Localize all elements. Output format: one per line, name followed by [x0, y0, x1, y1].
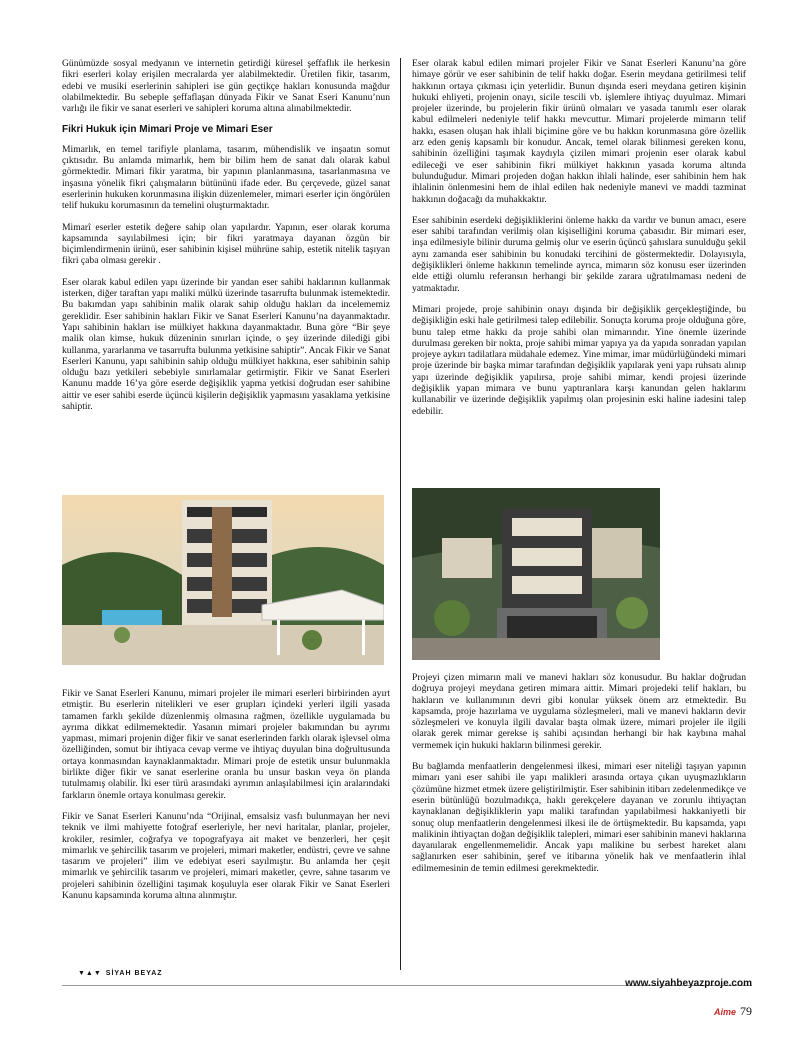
- right-column-lower: [412, 672, 746, 884]
- paragraph: Günümüzde sosyal medyanın ve internetin getirdiği küresel şeffaflık ile herkesin fikri eserleri kolay erişilen mecralarda yer alabilmektedir. Üretilen fikir, tasarım, edebi ve musiki eserlerinin sahipleri ise gün geçtikçe hakları konusunda mağdur olabilmektedir. Bu sebeple şeffaflaşan dünyada Fikir ve Sanat Eseri Kanunu’nun varlığı ile fikir ve sanat eserleri ve sahipleri koruma altına alınabilmektedir.: [62, 58, 390, 115]
- left-column-lower: [62, 688, 390, 911]
- brand-logo: [78, 970, 163, 977]
- paragraph: Fikir ve Sanat Eserleri Kanunu’nda “Orijinal, emsalsiz vasfı bulunmayan her nevi teknik ve ilmi mahiyette fotoğraf eserleriyle, her nevi haritalar, planlar, projeler, krokiler, resimler, coğrafya ve topografyaya ait maket ve benzerleri, her çeşit mimarlık ve şehircilik tasarım ve projeleri, mimari maketler, endüstri, çevre ve sahne tasarım ve projeleri” ilim ve edebiyat eseri sayılmıştır. Bu anlamda her çeşit mimarlık ve şehircilik tasarım ve projeleri, mimari maketler, çevre, sahne tasarım ve projeleri sahibinin özelliğini taşımak koşuluyla eser olarak Fikir ve Sanat Eserleri Kanunu kapsamında koruma altına alınmıştır.: [62, 810, 390, 902]
- paragraph: Mimarlık, en temel tarifiyle planlama, tasarım, mühendislik ve inşaatın somut çıktısıdır. Bu anlamda mimarlık, hem bir bilim hem de sanat dalı olarak kabul görmektedir. Mimari fikir yaratma, bir yapının planlanmasına, tasarlanmasına ve inşasına yönelik fikri çalışmaların bütününü ifade eder. Bu çerçevede, güzel sanat eserlerinin hukuken korunmasına ilişkin düzenlemeler, mimari eserler için öngörülen telif hukuku korumasının da temelini oluşturmaktadır.: [62, 143, 390, 212]
- column-divider: [400, 58, 401, 970]
- building-photo-1: [62, 495, 384, 665]
- paragraph: Mimarî eserler estetik değere sahip olan yapılardır. Yapının, eser olarak koruma kapsamında sayılabilmesi için; bir fikri yaratmaya dayanan özgün bir biçimlendirmenin ürünü, eser sahibinin kişisel mührüne sahip, estetik nitelik taşıyan fikri çaba olması gerekir .: [62, 221, 390, 267]
- paragraph: Eser olarak kabul edilen mimari projeler Fikir ve Sanat Eserleri Kanunu’na göre himaye görür ve eser sahibinin de telif hakkı doğar. Eserin meydana getirilmesi telif hakkının ortaya çıkması için yeterlidir. Bunun dışında eseri meydana getiren kişinin hukuki ehliyeti, projenin onayı, sicile tescili vb. işlemlere ihtiyaç duyulmaz. Mimari projeler üzerinde, bu projelerin fikir ürünü olmaları ve yasada tanımlı eser olarak kabul edilmeleri nedeniyle telif hakkı mevcuttur. Mimari projelerde mimarın telif hakkı, esasen oluşan hak ihlali biçimine göre ve bu hakkın korunmasına göre özellik arz eden geniş kapsamlı bir konudur. Ancak, temel olarak bilinmesi gereken konu, sahibinin özelliğini taşımak kaydıyla çizilen mimari projenin eser olarak kabul edileceği ve eser sahibinin fikri mülkiyet hakkının yasada koruma altında bulunduğudur. Mimari projeden doğan hakkın ihlali halinde, eser sahibinin hem hak ihlalinin önlenmesini hem de ihlal edilen hak nedeniyle manevi ve maddi tazminat hakkının doğacağı da muhakkaktır.: [412, 58, 746, 205]
- page-footer: [714, 1004, 752, 1019]
- right-column: [412, 58, 746, 427]
- paragraph: Mimari projede, proje sahibinin onayı dışında bir değişiklik gerçekleştiğinde, bu değişikliğin eski hale getirilmesi talep edilebilir. Sonuçta koruma proje olduğuna göre, bunu talep etme hakkı da proje sahibi olan mimarındır. Yine önemle üzerinde durulması gereken bir nokta, proje sahibi mimar yapıya ya da yapıda sonradan yapılan projeye aykırı tadilatlara müdahale edemez. Yine mimar, imar müdürlüğündeki mimari proje üzerinde bir başka mimar tarafından değişiklik yapılarak yeni yapı ruhsatı alınıp yapı üzerinde değişiklik yapılırsa, proje sahibi mimar, kendi projesi üzerinde değişiklik yapan mimara ve bunu yaptıranlara karşı kanundan gelen haklarını kullanabilir ve üzerinde değişiklik yapılmış olan projesinin eski haline iadesini talep edebilir.: [412, 303, 746, 417]
- triangle-logo-icon: ▼▲▼: [78, 970, 102, 977]
- paragraph: Eser sahibinin eserdeki değişikliklerini önleme hakkı da vardır ve bunun amacı, esere eser sahibi tarafından verilmiş olan kişiselliğini koruma çabasıdır. Bir mimari eser, inşa edilmesiyle bilinir duruma gelmiş olur ve eserin üçüncü şahıslara sunulduğu şekil aynı zamanda eser sahibinin bu konudaki tercihini de göstermektedir. Dolayısıyla, değişiklikleri önleme hakkının temelinde ayrıca, mimarın söz konusu eser üzerinden elde ettiği olumlu referansın herhangi bir şekilde zarara uğratılmaması nedeni de yatmaktadır.: [412, 214, 746, 294]
- paragraph: Bu bağlamda menfaatlerin dengelenmesi ilkesi, mimari eser niteliği taşıyan yapının mimarı yani eser sahibi ile yapı malikleri arasında ortaya çıkan uyuşmazlıkların çözümüne hizmet etmek üzere geliştirilmiştir. Eser sahibinin itibarı zedelenmedikçe ve eserin bütünlüğü bozulmadıkça, haklı gerekçelere dayanan ve zorunlu ihtiyaçtan kaynaklanan değişikliklerin yapı maliki tarafından yapılabilmesi hakkaniyetli bir sonuç olup menfaatlerin dengelenmesi ilkesi ile de örtüşmektedir. Bu kapsamda, yapı malikinin ihtiyaçtan doğan değişiklik talepleri, mimari eser sahibinin manevi haklarına dayanılarak engellenmemelidir. Ancak yapı malikine bu serbest hareket alanı sağlanırken eser sahibinin, şeref ve itibarına yönelik hak ve menfaatlerin ihlal edilmemesinin de temin edilmesi gerekmektedir.: [412, 761, 746, 874]
- website-link[interactable]: www.siyahbeyazproje.com: [625, 978, 752, 989]
- left-column: [62, 58, 390, 422]
- page-number: 79: [740, 1004, 752, 1018]
- brand-name: SİYAH BEYAZ: [105, 970, 163, 977]
- building-photo-2: [412, 488, 660, 660]
- paragraph: Projeyi çizen mimarın mali ve manevi hakları söz konusudur. Bu haklar doğrudan doğruya projeyi meydana getiren mimara aittir. Mimari projedeki telif hakları, bu hakların ve kullanımının devri gibi konular yüksek önem arz etmektedir. Bu kapsamda, proje hazırlama ve uygulama sözleşmeleri, mali ve manevi hakların devir sözleşmeleri ve konuyla ilgili davalar başta olmak üzere, mimari projeler ile ilgili olarak gerek mimar gerekse iş sahibi açısından herhangi bir hak kaybına mahal vermemek için hukuki hakların bilinmesi gerekir.: [412, 672, 746, 751]
- section-heading: Fikri Hukuk için Mimari Proje ve Mimari Eser: [62, 124, 273, 136]
- paragraph: Fikir ve Sanat Eserleri Kanunu, mimari projeler ile mimari eserleri birbirinden ayırt etmiştir. Bu eserlerin nitelikleri ve eser grupları içindeki yerleri ilgili yasada tamamen farklı şekilde düzenlenmiş olmasına rağmen, özellikle uygulamada bu ayrıma dikkat edilmemektedir. Yasanın mimari projeler bakımından bu ayrımı yapması, mimari projenin diğer fikir ve sanat eserlerinden farklı olarak işlevsel olma özelliğinden, somut bir ihtiyaca cevap verme ve ihtiyaç duyulan bina doğrultusunda ortaya konmasından kaynaklanmaktadır. Mimari proje de estetik unsur bulunmakla birlikte diğer fikir ve sanat eserlerine oranla bu unsur baskın veya ön planda tutulmamış olabilir. İki eser türü arasındaki ayrımın anlaşılabilmesi için aralarındaki farkların önemle ortaya konulması gerekir.: [62, 688, 390, 801]
- paragraph: Eser olarak kabul edilen yapı üzerinde bir yandan eser sahibi haklarının kullanmak isterken, diğer taraftan yapı maliki mülkü üzerinde tasarrufta bulunmak istemektedir. Bu bakımdan yapı sahibinin malik olarak sahip olduğu hakları da incelememiz gereklidir. Eser sahibinin hakları Fikir ve Sanat Eserleri Kanunu’na dayanmaktadır. Yapı sahibinin hakları ise mülkiyet hakkına dayanmaktadır. Buna göre “Bir şeye malik olan kimse, hukuk düzeninin sınırları içinde, o şey üzerinde dilediği gibi kullanma, yararlanma ve tasarrufta bulunma yetkisine sahiptir”. Ancak Fikir ve Sanat Eserleri Kanunu, yapı sahibinin sahip olduğu mülkiyet hakkına, eser sahibinin sahip olduğu bazı yetkileri sebebiyle sınırlamalar getirmiştir. Fikir ve Sanat Eserleri Kanunu madde 16’ya göre eserde değişiklik yapma yetkisi doğrudan eser sahibine aittir ve eser sahibi eserde üçüncü kişilerin değişiklik yapmasını yasaklama yetkisine sahiptir.: [62, 276, 390, 413]
- magazine-logo: Aime: [713, 1006, 736, 1017]
